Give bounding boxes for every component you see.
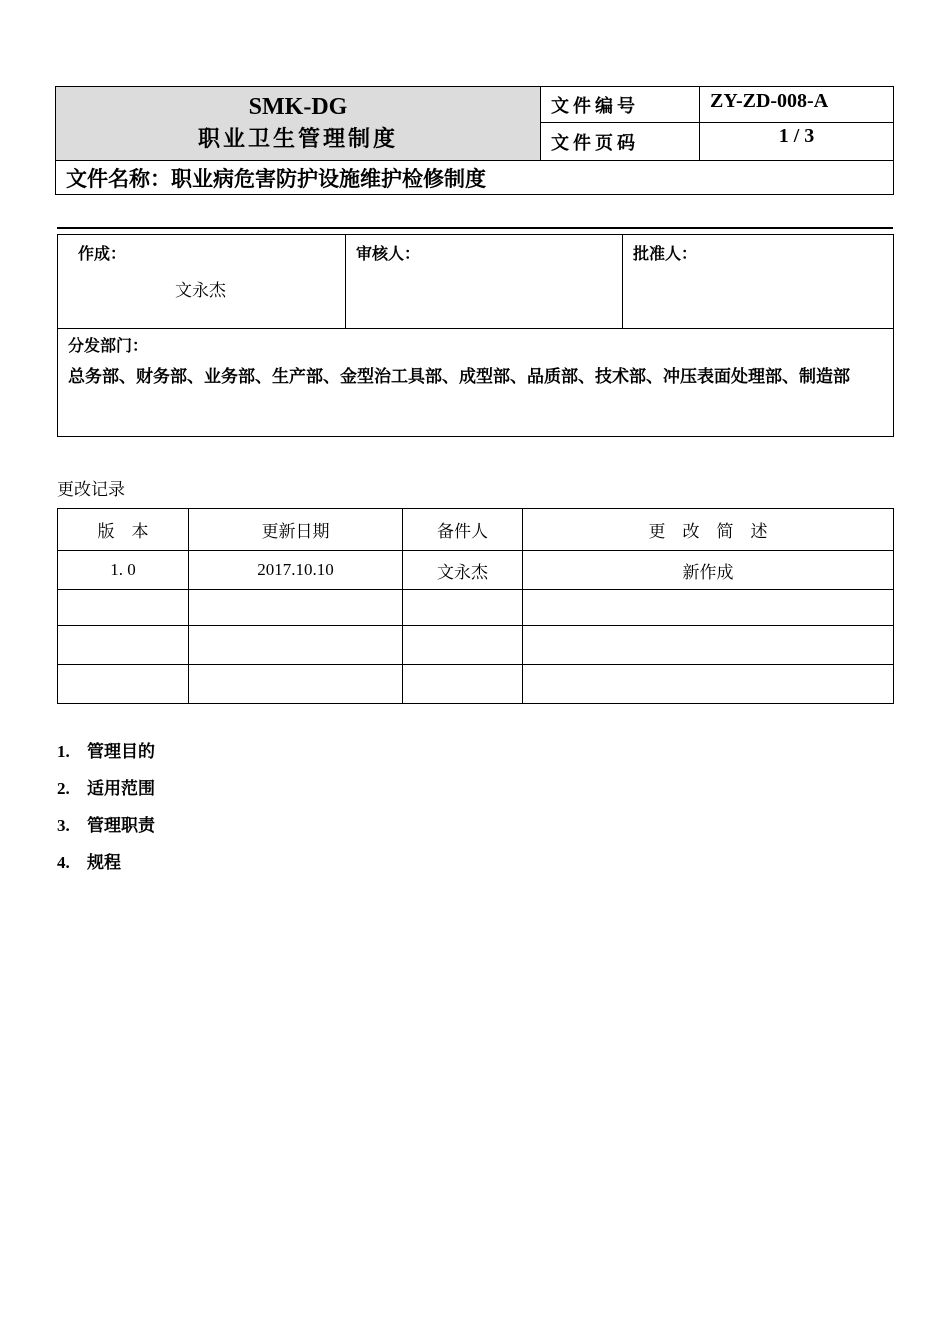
doc-number-label: 文件编号 — [541, 87, 700, 123]
section-item — [57, 814, 155, 838]
header-divider — [57, 227, 893, 229]
author-name: 文永杰 — [175, 281, 226, 301]
approver-cell — [623, 235, 894, 329]
table-row — [58, 626, 894, 665]
cell-date — [189, 590, 403, 626]
col-description: 更 改 简 述 — [523, 509, 894, 551]
change-log-table — [57, 508, 894, 704]
page-number: 1 / 3 — [700, 123, 894, 161]
change-log-heading: 更改记录 — [57, 480, 125, 500]
file-name-row — [56, 161, 894, 195]
cell-version: 1. 0 — [58, 551, 189, 590]
col-version: 版 本 — [58, 509, 189, 551]
file-name: 职业病危害防护设施维护检修制度 — [171, 166, 486, 191]
header-title-cell — [56, 87, 541, 161]
change-log-header-row — [58, 509, 894, 551]
section-item — [57, 777, 155, 801]
reviewer-label: 审核人： — [356, 244, 421, 263]
table-row — [58, 551, 894, 590]
section-title: 管理职责 — [87, 816, 155, 836]
cell-person — [403, 590, 523, 626]
document-header-table — [55, 86, 894, 195]
cell-person — [403, 626, 523, 665]
company-code: SMK-DG — [248, 93, 348, 120]
cell-date — [189, 665, 403, 704]
author-cell — [58, 235, 346, 329]
section-number: 2. — [57, 779, 70, 798]
cell-date — [189, 626, 403, 665]
cell-description — [523, 665, 894, 704]
cell-date: 2017.10.10 — [189, 551, 403, 590]
cell-description: 新作成 — [523, 551, 894, 590]
reviewer-cell — [346, 235, 623, 329]
cell-description — [523, 626, 894, 665]
cell-version — [58, 590, 189, 626]
col-date: 更新日期 — [189, 509, 403, 551]
section-title: 规程 — [87, 853, 121, 873]
distribution-label: 分发部门： — [68, 336, 149, 355]
author-label: 作成： — [78, 244, 127, 263]
approver-label: 批准人： — [633, 244, 698, 263]
page-label: 文件页码 — [541, 123, 700, 161]
cell-description — [523, 590, 894, 626]
section-number: 1. — [57, 742, 70, 761]
cell-person — [403, 665, 523, 704]
cell-version — [58, 626, 189, 665]
approval-table — [57, 234, 894, 437]
section-number: 4. — [57, 853, 70, 872]
table-row — [58, 590, 894, 626]
distribution-departments: 总务部、财务部、业务部、生产部、金型治工具部、成型部、品质部、技术部、冲压表面处理部、制造部 — [68, 367, 850, 387]
distribution-cell — [58, 329, 894, 437]
cell-version — [58, 665, 189, 704]
section-title: 管理目的 — [87, 742, 155, 762]
section-item — [57, 740, 155, 764]
table-row — [58, 665, 894, 704]
section-item — [57, 851, 121, 875]
file-name-label: 文件名称： — [66, 166, 171, 191]
doc-number: ZY-ZD-008-A — [700, 87, 894, 123]
section-number: 3. — [57, 816, 70, 835]
col-person: 备件人 — [403, 509, 523, 551]
system-title: 职业卫生管理制度 — [197, 126, 398, 152]
cell-person: 文永杰 — [403, 551, 523, 590]
section-title: 适用范围 — [87, 779, 155, 799]
